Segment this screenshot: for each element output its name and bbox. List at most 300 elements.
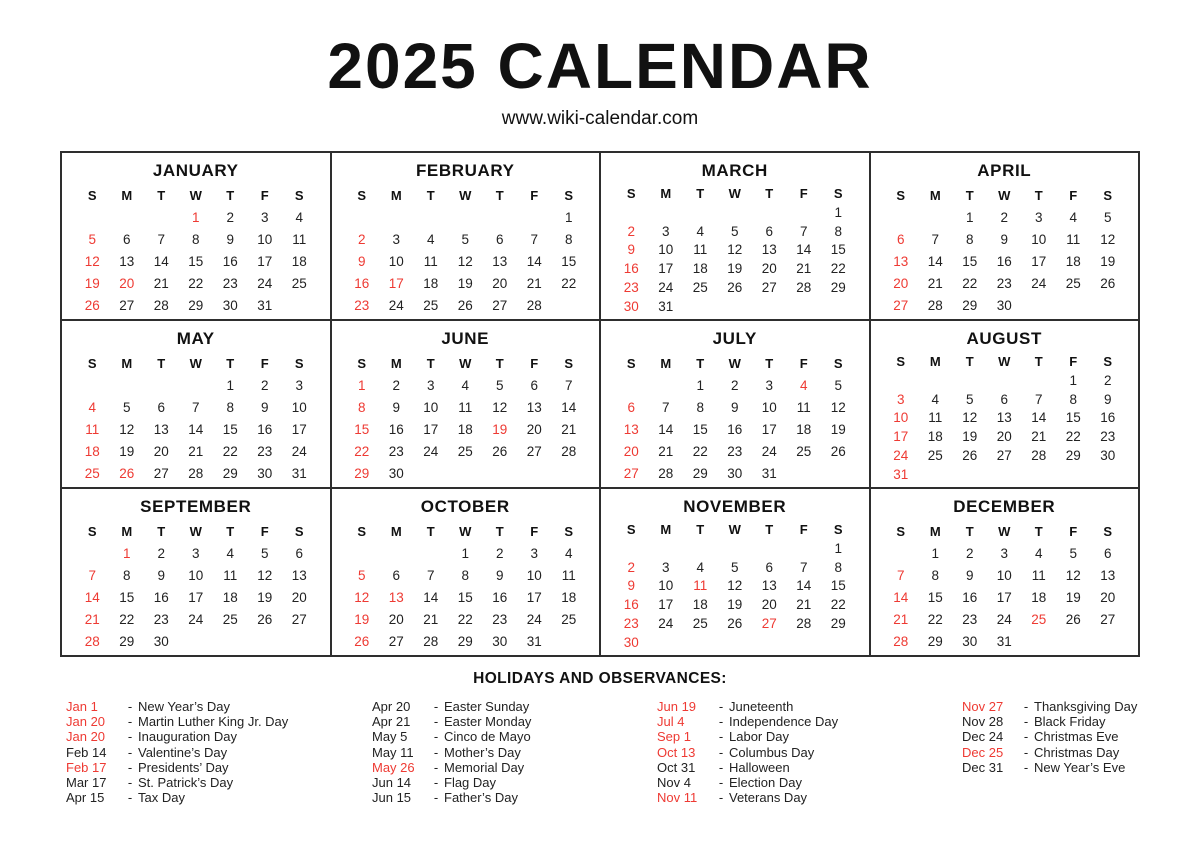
holiday-row [66,760,372,775]
day-cell: 17 [658,261,674,277]
day-cell: 27 [291,611,307,627]
weekday-header: T [765,185,774,201]
day-cell: 14 [893,589,909,605]
weekday-header: W [998,523,1011,539]
holiday-name: Memorial Day [444,759,525,775]
holiday-dash: - [718,744,724,760]
day-cell: 30 [153,633,169,649]
day-cell: 3 [260,209,269,225]
holiday-name: New Year’s Eve [1034,759,1126,775]
day-cell: 15 [927,589,943,605]
holiday-name: Thanksgiving Day [1034,699,1138,714]
day-cell: 16 [388,421,404,437]
day-cell: 29 [119,633,135,649]
month-december [871,489,1141,657]
weekday-header: F [799,185,808,201]
day-cell: 18 [291,253,307,269]
day-cell: 6 [765,223,773,239]
day-cell: 13 [119,253,135,269]
holiday-dash: - [1023,759,1029,775]
day-cell: 9 [1000,231,1008,247]
day-grid [884,184,1126,316]
day-cell: 19 [1100,253,1116,269]
day-cell: 20 [388,611,404,627]
month-title: JANUARY [152,161,239,180]
weekday-header: W [728,521,741,537]
day-cell: 21 [796,597,812,613]
weekday-header: M [390,355,402,371]
day-cell: 15 [119,589,135,605]
day-cell: 3 [392,231,400,247]
day-cell: 3 [661,559,670,575]
day-cell: 12 [830,399,846,415]
day-cell: 27 [761,280,777,296]
day-cell: 21 [526,275,542,291]
holiday-date: Apr 20 [372,699,411,714]
day-cell: 8 [564,231,573,247]
day-cell: 24 [658,616,674,632]
day-cell: 25 [457,443,473,459]
day-cell: 2 [157,545,165,561]
weekday-header: M [929,353,941,369]
month-september [62,489,332,657]
day-cell: 24 [1031,275,1047,291]
holiday-dash: - [433,744,439,760]
day-cell: 21 [188,443,204,459]
empty-cell [987,371,1022,390]
holiday-dash: - [433,759,439,775]
holiday-date: Feb 17 [66,759,107,775]
holiday-name: Juneteenth [729,699,794,714]
day-cell: 15 [188,253,204,269]
holiday-row [962,745,1200,760]
empty-cell [649,539,684,558]
day-cell: 14 [796,242,812,258]
holiday-row [657,699,962,714]
weekday-header: S [357,523,367,539]
weekday-header: F [260,355,269,371]
day-cell: 26 [1065,611,1081,627]
weekday-header: T [965,187,974,203]
day-cell: 2 [627,559,635,575]
weekday-header: S [896,523,906,539]
day-cell: 22 [927,611,943,627]
day-cell: 12 [1100,231,1116,247]
month-may [62,321,332,489]
day-cell: 27 [526,443,542,459]
holiday-date: May 11 [372,744,414,760]
empty-cell [414,542,449,564]
holiday-name: Black Friday [1034,714,1106,730]
day-cell: 28 [153,297,169,313]
day-cell: 13 [492,253,508,269]
holiday-name: Veterans Day [729,790,808,806]
day-cell: 30 [962,633,978,649]
holiday-name: Independence Day [729,714,839,730]
day-cell: 7 [564,377,573,393]
day-cell: 18 [927,429,943,445]
holiday-date: Nov 11 [657,790,698,806]
holiday-name: St. Patrick’s Day [138,775,234,791]
day-cell: 23 [623,616,639,632]
day-cell: 3 [1000,545,1008,561]
day-cell: 16 [623,597,639,613]
holiday-row [66,775,372,790]
holiday-name: Election Day [729,775,802,791]
day-grid [614,352,856,484]
day-cell: 18 [692,597,708,613]
day-grid [75,352,317,484]
day-cell: 1 [226,377,234,393]
day-cell: 14 [526,253,542,269]
day-cell: 24 [761,443,777,459]
day-cell: 7 [799,223,808,239]
empty-cell [787,203,822,222]
holiday-date: Dec 25 [962,744,1004,760]
day-cell: 28 [188,465,204,481]
day-cell: 23 [623,280,639,296]
empty-cell [718,203,753,222]
day-cell: 15 [561,253,577,269]
day-cell: 27 [153,465,169,481]
day-cell: 16 [222,253,238,269]
day-cell: 20 [623,443,639,459]
day-cell: 13 [291,567,307,583]
day-cell: 20 [761,597,777,613]
holiday-name: Presidents’ Day [138,759,229,775]
empty-cell [379,542,414,564]
day-cell: 9 [357,253,366,269]
day-cell: 30 [492,633,508,649]
weekday-header: M [390,187,402,203]
weekday-header: W [998,187,1011,203]
day-grid [75,520,317,652]
day-cell: 15 [830,578,846,594]
day-cell: 19 [962,429,978,445]
day-cell: 29 [188,297,204,313]
day-cell: 19 [257,589,273,605]
weekday-header: T [495,523,504,539]
day-cell: 7 [896,567,905,583]
day-cell: 13 [761,578,777,594]
day-cell: 17 [257,253,273,269]
month-title: SEPTEMBER [140,497,252,516]
day-cell: 5 [965,391,974,407]
holiday-date: Jan 1 [66,699,98,714]
day-cell: 1 [931,545,939,561]
day-cell: 3 [426,377,435,393]
day-cell: 11 [693,242,708,258]
day-cell: 21 [84,611,100,627]
holiday-date: Nov 28 [962,714,1004,730]
month-title: MAY [176,329,215,348]
day-cell: 22 [830,261,846,277]
day-cell: 14 [658,421,674,437]
weekday-header: T [426,187,435,203]
holiday-date: Apr 15 [66,790,105,806]
weekday-header: T [226,187,235,203]
day-cell: 6 [122,231,131,247]
day-cell: 21 [153,275,169,291]
day-cell: 12 [727,578,743,594]
day-cell: 15 [830,242,846,258]
day-cell: 18 [1031,589,1047,605]
day-cell: 23 [962,611,978,627]
holiday-columns [0,699,1200,805]
day-cell: 4 [1069,209,1077,225]
day-cell: 7 [191,399,200,415]
day-cell: 13 [526,399,542,415]
holiday-dash: - [1023,744,1029,760]
day-cell: 13 [893,253,909,269]
holiday-name: New Year’s Day [138,699,231,714]
day-cell: 7 [1034,391,1043,407]
day-cell: 2 [730,377,739,393]
empty-cell [1022,371,1057,390]
day-cell: 24 [658,280,674,296]
weekday-header: W [189,523,202,539]
day-cell: 17 [388,275,404,291]
day-cell: 15 [222,421,238,437]
holiday-row [372,699,657,714]
day-cell: 2 [1000,209,1008,225]
day-cell: 6 [157,399,165,415]
day-cell: 1 [122,545,131,561]
day-cell: 13 [996,410,1012,426]
weekday-header: T [1034,187,1043,203]
day-grid [614,520,856,652]
day-cell: 23 [727,443,743,459]
weekday-header: S [1103,187,1113,203]
day-cell: 14 [927,253,943,269]
day-cell: 6 [765,559,773,575]
day-cell: 2 [392,377,400,393]
day-cell: 10 [257,231,273,247]
weekday-header: F [530,187,539,203]
empty-cell [517,206,552,228]
day-cell: 7 [530,231,538,247]
weekday-header: S [357,355,367,371]
day-cell: 18 [561,589,577,605]
day-cell: 28 [893,633,909,649]
day-cell: 12 [492,399,508,415]
day-cell: 25 [222,611,238,627]
empty-cell [787,539,822,558]
holiday-date: Sep 1 [657,729,691,745]
empty-cell [683,203,718,222]
day-cell: 18 [423,275,439,291]
day-cell: 29 [354,465,370,481]
day-cell: 31 [996,633,1012,649]
day-cell: 5 [1069,545,1077,561]
day-grid [75,184,317,316]
holiday-row [372,775,657,790]
weekday-header: T [965,523,974,539]
day-cell: 25 [927,448,943,464]
day-cell: 1 [357,377,366,393]
holidays-section [0,670,1200,805]
day-cell: 16 [257,421,273,437]
holiday-name: Halloween [729,759,790,775]
empty-cell [144,374,179,396]
day-cell: 21 [1031,429,1047,445]
holiday-date: Jun 15 [372,790,412,806]
day-cell: 14 [1031,410,1047,426]
empty-cell [918,206,953,228]
day-cell: 11 [223,567,238,583]
holiday-dash: - [433,699,439,714]
weekday-header: T [696,521,705,537]
day-cell: 30 [996,297,1012,313]
day-cell: 2 [495,545,504,561]
empty-cell [718,539,753,558]
holiday-date: Apr 21 [372,714,411,730]
day-cell: 28 [526,297,542,313]
weekday-header: M [660,185,672,201]
holidays-heading: HOLIDAYS AND OBSERVANCES: [473,670,727,687]
day-cell: 4 [295,209,303,225]
weekday-header: S [1103,523,1113,539]
empty-cell [75,374,110,396]
day-cell: 20 [153,443,169,459]
weekday-header: M [121,187,133,203]
holiday-name: Inauguration Day [138,729,238,745]
weekday-header: S [564,523,574,539]
weekday-header: M [121,355,133,371]
day-cell: 21 [796,261,812,277]
day-cell: 3 [896,391,905,407]
holiday-date: Feb 14 [66,744,107,760]
day-cell: 2 [260,377,269,393]
day-cell: 9 [157,567,165,583]
holiday-date: Nov 27 [962,699,1004,714]
holiday-name: Christmas Day [1034,744,1120,760]
day-cell: 10 [1031,231,1047,247]
day-cell: 21 [927,275,943,291]
holiday-dash: - [127,714,133,730]
day-cell: 25 [84,465,100,481]
day-cell: 6 [495,231,504,247]
day-cell: 3 [191,545,200,561]
holiday-date: Oct 13 [657,744,696,760]
day-cell: 27 [1100,611,1116,627]
month-title: DECEMBER [953,497,1056,516]
holiday-name: Columbus Day [729,744,815,760]
day-cell: 18 [222,589,238,605]
day-cell: 25 [1065,275,1081,291]
day-cell: 22 [119,611,135,627]
day-cell: 16 [1100,410,1116,426]
holiday-name: Christmas Eve [1034,729,1119,745]
month-title: MARCH [701,161,768,180]
day-cell: 29 [692,465,708,481]
day-cell: 27 [893,297,909,313]
day-cell: 24 [291,443,307,459]
day-cell: 25 [692,616,708,632]
day-cell: 8 [357,399,366,415]
day-cell: 30 [623,635,639,651]
holiday-row [66,714,372,729]
day-cell: 11 [561,567,576,583]
day-cell: 20 [526,421,542,437]
weekday-header: T [426,523,435,539]
weekday-header: S [833,355,843,371]
empty-cell [918,371,953,390]
holiday-dash: - [127,744,133,760]
day-cell: 31 [257,297,273,313]
day-cell: 14 [796,578,812,594]
day-cell: 9 [1103,391,1112,407]
empty-cell [110,206,145,228]
day-cell: 17 [188,589,204,605]
day-cell: 1 [834,540,842,556]
day-cell: 16 [996,253,1012,269]
day-cell: 28 [561,443,577,459]
weekday-header: S [294,187,304,203]
day-cell: 27 [388,633,404,649]
empty-cell [649,203,684,222]
holiday-dash: - [127,790,133,806]
day-cell: 3 [661,223,670,239]
weekday-header: S [833,185,843,201]
day-cell: 22 [457,611,473,627]
day-cell: 29 [927,633,943,649]
holiday-row [372,790,657,805]
weekday-header: F [799,521,808,537]
page-title: 2025 CALENDAR [327,30,873,102]
holiday-date: Jan 20 [66,729,106,745]
weekday-header: T [226,523,235,539]
day-cell: 16 [962,589,978,605]
day-cell: 11 [1031,567,1046,583]
weekday-header: M [929,523,941,539]
day-cell: 8 [834,223,842,239]
holiday-name: Labor Day [729,729,789,745]
day-cell: 1 [965,209,974,225]
day-cell: 3 [295,377,303,393]
day-cell: 30 [388,465,404,481]
day-cell: 26 [830,443,846,459]
day-cell: 23 [354,297,370,313]
weekday-header: T [765,521,774,537]
day-cell: 14 [423,589,439,605]
day-cell: 4 [226,545,234,561]
month-title: NOVEMBER [683,497,787,516]
day-cell: 31 [291,465,307,481]
day-cell: 27 [492,297,508,313]
day-cell: 13 [153,421,169,437]
day-cell: 17 [1031,253,1047,269]
day-cell: 11 [796,399,811,415]
holiday-name: Tax Day [138,790,185,806]
holiday-dash: - [718,729,724,745]
day-cell: 23 [153,611,169,627]
weekday-header: S [294,355,304,371]
day-cell: 17 [893,429,909,445]
day-cell: 24 [188,611,204,627]
holiday-name: Mother’s Day [444,744,521,760]
empty-cell [379,206,414,228]
day-cell: 17 [996,589,1012,605]
empty-cell [752,203,787,222]
holiday-column [66,699,372,805]
day-cell: 29 [830,280,846,296]
day-cell: 17 [761,421,777,437]
day-cell: 22 [561,275,577,291]
day-cell: 17 [291,421,307,437]
day-cell: 8 [696,399,704,415]
day-cell: 10 [658,242,674,258]
